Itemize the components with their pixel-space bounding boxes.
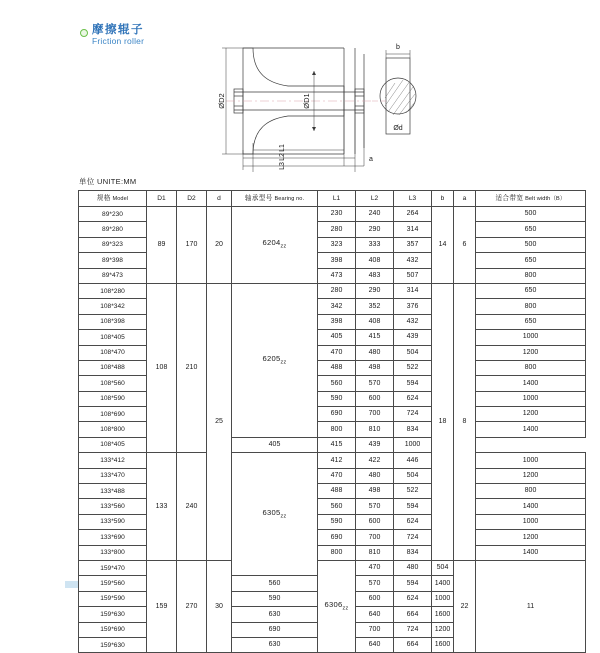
cell-l2: 480 (356, 468, 394, 483)
cell-model: 108*405 (79, 437, 147, 452)
technical-drawing (196, 26, 426, 176)
cell-model: 89*323 (79, 237, 147, 252)
cell-model: 133*800 (79, 545, 147, 560)
table-row (79, 207, 586, 222)
label-d2: ØD2 (217, 93, 226, 109)
cell-belt-width: 1400 (476, 499, 586, 514)
cell-l1: 590 (318, 391, 356, 406)
cell-d: 25 (207, 283, 232, 560)
cell-l3: 439 (356, 437, 394, 452)
cell-l2: 700 (356, 622, 394, 637)
column-header-d1: D1 (147, 191, 177, 207)
cell-l3: 624 (394, 591, 432, 606)
cell-model: 159*630 (79, 607, 147, 622)
cell-l3: 504 (394, 345, 432, 360)
cell-l1: 690 (318, 530, 356, 545)
cell-l1: 230 (318, 207, 356, 222)
cell-belt-width: 1400 (476, 422, 586, 437)
cell-l2: 570 (356, 499, 394, 514)
cell-l3: 834 (394, 422, 432, 437)
cell-l1: 630 (232, 637, 318, 652)
cell-l3: 724 (394, 407, 432, 422)
cell-model: 133*690 (79, 530, 147, 545)
cell-belt-width: 1000 (476, 391, 586, 406)
cell-l3: 522 (394, 484, 432, 499)
brand-logo (80, 24, 144, 46)
cell-model: 133*590 (79, 514, 147, 529)
column-header-belt-width-b: 适合带宽 Belt width（B） (476, 191, 586, 207)
cell-bearing: $6306_{zz}$ (318, 560, 356, 652)
cell-belt-width: 1200 (476, 530, 586, 545)
column-header-bearing-no: 轴承型号 Bearing no. (232, 191, 318, 207)
cell-l1: 342 (318, 299, 356, 314)
cell-belt-width: 800 (476, 299, 586, 314)
cell-bearing: $6305_{zz}$ (232, 453, 318, 576)
cell-l3: 624 (394, 391, 432, 406)
label-shaft-d: Ød (393, 125, 403, 132)
cell-d1: 159 (147, 560, 177, 652)
cell-belt-width: 650 (476, 222, 586, 237)
cell-l1: 280 (318, 222, 356, 237)
cell-l3: 594 (394, 499, 432, 514)
cell-model: 108*488 (79, 360, 147, 375)
label-b: b (396, 44, 400, 51)
cell-l1: 488 (318, 484, 356, 499)
table-header-row (79, 191, 586, 207)
cell-belt-width: 1600 (432, 607, 454, 622)
cell-l2: 570 (356, 576, 394, 591)
cell-l1: 280 (318, 283, 356, 298)
cell-l1: 560 (318, 499, 356, 514)
cell-l2: 408 (356, 314, 394, 329)
cell-model: 133*488 (79, 484, 147, 499)
cell-l1: 590 (318, 514, 356, 529)
cell-l1: 488 (318, 360, 356, 375)
logo-title-en: Friction roller (92, 36, 145, 47)
cell-l3: 664 (394, 637, 432, 652)
table-body (79, 207, 586, 653)
cell-l1: 470 (356, 560, 394, 575)
cell-model: 108*800 (79, 422, 147, 437)
cell-l3: 507 (394, 268, 432, 283)
cell-l2: 290 (356, 283, 394, 298)
column-header-l1: L1 (318, 191, 356, 207)
cell-model: 133*412 (79, 453, 147, 468)
cell-belt-width: 500 (476, 237, 586, 252)
cell-l1: 412 (318, 453, 356, 468)
cell-l1: 800 (318, 545, 356, 560)
cell-model: 89*230 (79, 207, 147, 222)
cell-model: 159*690 (79, 622, 147, 637)
column-header-b: b (432, 191, 454, 207)
cell-belt-width: 1000 (394, 437, 432, 452)
cell-l2: 333 (356, 237, 394, 252)
cell-l3: 504 (394, 468, 432, 483)
cell-belt-width: 1200 (476, 407, 586, 422)
cell-l1: 470 (318, 468, 356, 483)
cell-belt-width: 1200 (432, 622, 454, 637)
cell-l2: 290 (356, 222, 394, 237)
cell-l2: 408 (356, 253, 394, 268)
cell-model: 89*398 (79, 253, 147, 268)
cell-l3: 724 (394, 530, 432, 545)
column-header-model: 规格 Model (79, 191, 147, 207)
cell-belt-width: 1200 (476, 468, 586, 483)
table-row (79, 560, 586, 575)
cell-model: 108*342 (79, 299, 147, 314)
cell-model: 108*398 (79, 314, 147, 329)
cell-l2: 600 (356, 591, 394, 606)
cell-l3: 522 (394, 360, 432, 375)
cell-l3: 834 (394, 545, 432, 560)
cell-l3: 594 (394, 576, 432, 591)
cell-l1: 405 (232, 437, 318, 452)
logo-title-cn: 摩擦辊子 (92, 24, 144, 36)
cell-belt-width: 800 (476, 268, 586, 283)
cell-l3: 664 (394, 607, 432, 622)
cell-l3: 376 (394, 299, 432, 314)
cell-model: 159*560 (79, 576, 147, 591)
cell-l2: 700 (356, 407, 394, 422)
cell-belt-width: 650 (476, 253, 586, 268)
cell-l1: 405 (318, 330, 356, 345)
cell-l2: 640 (356, 637, 394, 652)
cell-l1: 630 (232, 607, 318, 622)
label-l3: L3 (279, 162, 286, 170)
cell-d: 30 (207, 560, 232, 652)
cell-d1: 89 (147, 207, 177, 284)
roller-drawing-svg (196, 26, 426, 176)
cell-l3: 432 (394, 314, 432, 329)
cell-a: 6 (454, 207, 476, 284)
column-header-d: d (207, 191, 232, 207)
cell-l3: 624 (394, 514, 432, 529)
cell-l3: 446 (394, 453, 432, 468)
cell-l3: 264 (394, 207, 432, 222)
bullet-icon (80, 29, 88, 37)
cell-l2: 810 (356, 422, 394, 437)
cell-l1: 398 (318, 253, 356, 268)
cell-l2: 498 (356, 360, 394, 375)
cell-l3: 357 (394, 237, 432, 252)
cell-model: 159*470 (79, 560, 147, 575)
cell-model: 89*280 (79, 222, 147, 237)
cell-d: 20 (207, 207, 232, 284)
cell-l3: 594 (394, 376, 432, 391)
cell-l3: 314 (394, 283, 432, 298)
cell-d2: 270 (177, 560, 207, 652)
cell-a: 11 (476, 560, 586, 652)
cell-l2: 600 (356, 514, 394, 529)
cell-l3: 432 (394, 253, 432, 268)
cell-belt-width: 1400 (476, 545, 586, 560)
cell-model: 133*560 (79, 499, 147, 514)
cell-l1: 560 (318, 376, 356, 391)
cell-l2: 600 (356, 391, 394, 406)
cell-l1: 398 (318, 314, 356, 329)
cell-belt-width: 800 (476, 360, 586, 375)
label-l1: L1 (279, 144, 286, 152)
cell-l1: 470 (318, 345, 356, 360)
cell-l2: 240 (356, 207, 394, 222)
cell-l1: 323 (318, 237, 356, 252)
cell-l1: 560 (232, 576, 318, 591)
cell-l1: 690 (232, 622, 318, 637)
cell-model: 133*470 (79, 468, 147, 483)
column-header-a: a (454, 191, 476, 207)
cell-belt-width: 1000 (476, 453, 586, 468)
footer-decoration (65, 581, 78, 588)
cell-d1: 133 (147, 453, 177, 561)
cell-b: 14 (432, 207, 454, 284)
cell-d1: 108 (147, 283, 177, 452)
cell-l2: 570 (356, 376, 394, 391)
column-header-l2: L2 (356, 191, 394, 207)
cell-l1: 690 (318, 407, 356, 422)
cell-l2: 810 (356, 545, 394, 560)
table-row (79, 283, 586, 298)
cell-model: 108*405 (79, 330, 147, 345)
cell-l2: 352 (356, 299, 394, 314)
cell-belt-width: 1000 (476, 330, 586, 345)
cell-l2: 498 (356, 484, 394, 499)
cell-model: 108*690 (79, 407, 147, 422)
cell-l3: 504 (432, 560, 454, 575)
cell-b: 22 (454, 560, 476, 652)
cell-belt-width: 1200 (476, 345, 586, 360)
cell-belt-width: 650 (476, 314, 586, 329)
cell-a: 8 (454, 283, 476, 560)
cell-belt-width: 1000 (432, 591, 454, 606)
cell-model: 108*470 (79, 345, 147, 360)
units-note: 单位 UNITE:MM (79, 177, 137, 186)
cell-l3: 314 (394, 222, 432, 237)
label-l2: L2 (279, 153, 286, 161)
column-header-l3: L3 (394, 191, 432, 207)
cell-l2: 422 (356, 453, 394, 468)
cell-l2: 415 (318, 437, 356, 452)
cell-l3: 439 (394, 330, 432, 345)
label-a: a (369, 156, 373, 163)
cell-d2: 240 (177, 453, 207, 561)
cell-bearing: $6204_{zz}$ (232, 207, 318, 284)
cell-model: 108*590 (79, 391, 147, 406)
cell-l2: 640 (356, 607, 394, 622)
cell-d2: 210 (177, 283, 207, 452)
cell-belt-width: 1000 (476, 514, 586, 529)
cell-l2: 480 (394, 560, 432, 575)
label-d1: ØD1 (302, 93, 311, 109)
cell-belt-width: 1400 (476, 376, 586, 391)
cell-belt-width: 1400 (432, 576, 454, 591)
cell-belt-width: 800 (476, 484, 586, 499)
cell-d2: 170 (177, 207, 207, 284)
cell-bearing: $6205_{zz}$ (232, 283, 318, 437)
cell-l3: 724 (394, 622, 432, 637)
cell-model: 108*560 (79, 376, 147, 391)
cell-l2: 700 (356, 530, 394, 545)
cell-l1: 800 (318, 422, 356, 437)
cell-belt-width: 500 (476, 207, 586, 222)
cell-l1: 590 (232, 591, 318, 606)
column-header-d2: D2 (177, 191, 207, 207)
cell-model: 159*630 (79, 637, 147, 652)
cell-b: 18 (432, 283, 454, 560)
table-row (79, 453, 586, 468)
cell-model: 159*590 (79, 591, 147, 606)
cell-model: 89*473 (79, 268, 147, 283)
specification-table (78, 190, 586, 653)
cell-l1: 473 (318, 268, 356, 283)
cell-belt-width: 1600 (432, 637, 454, 652)
cell-l2: 480 (356, 345, 394, 360)
cell-belt-width: 650 (476, 283, 586, 298)
cell-l2: 415 (356, 330, 394, 345)
cell-model: 108*280 (79, 283, 147, 298)
cell-l2: 483 (356, 268, 394, 283)
